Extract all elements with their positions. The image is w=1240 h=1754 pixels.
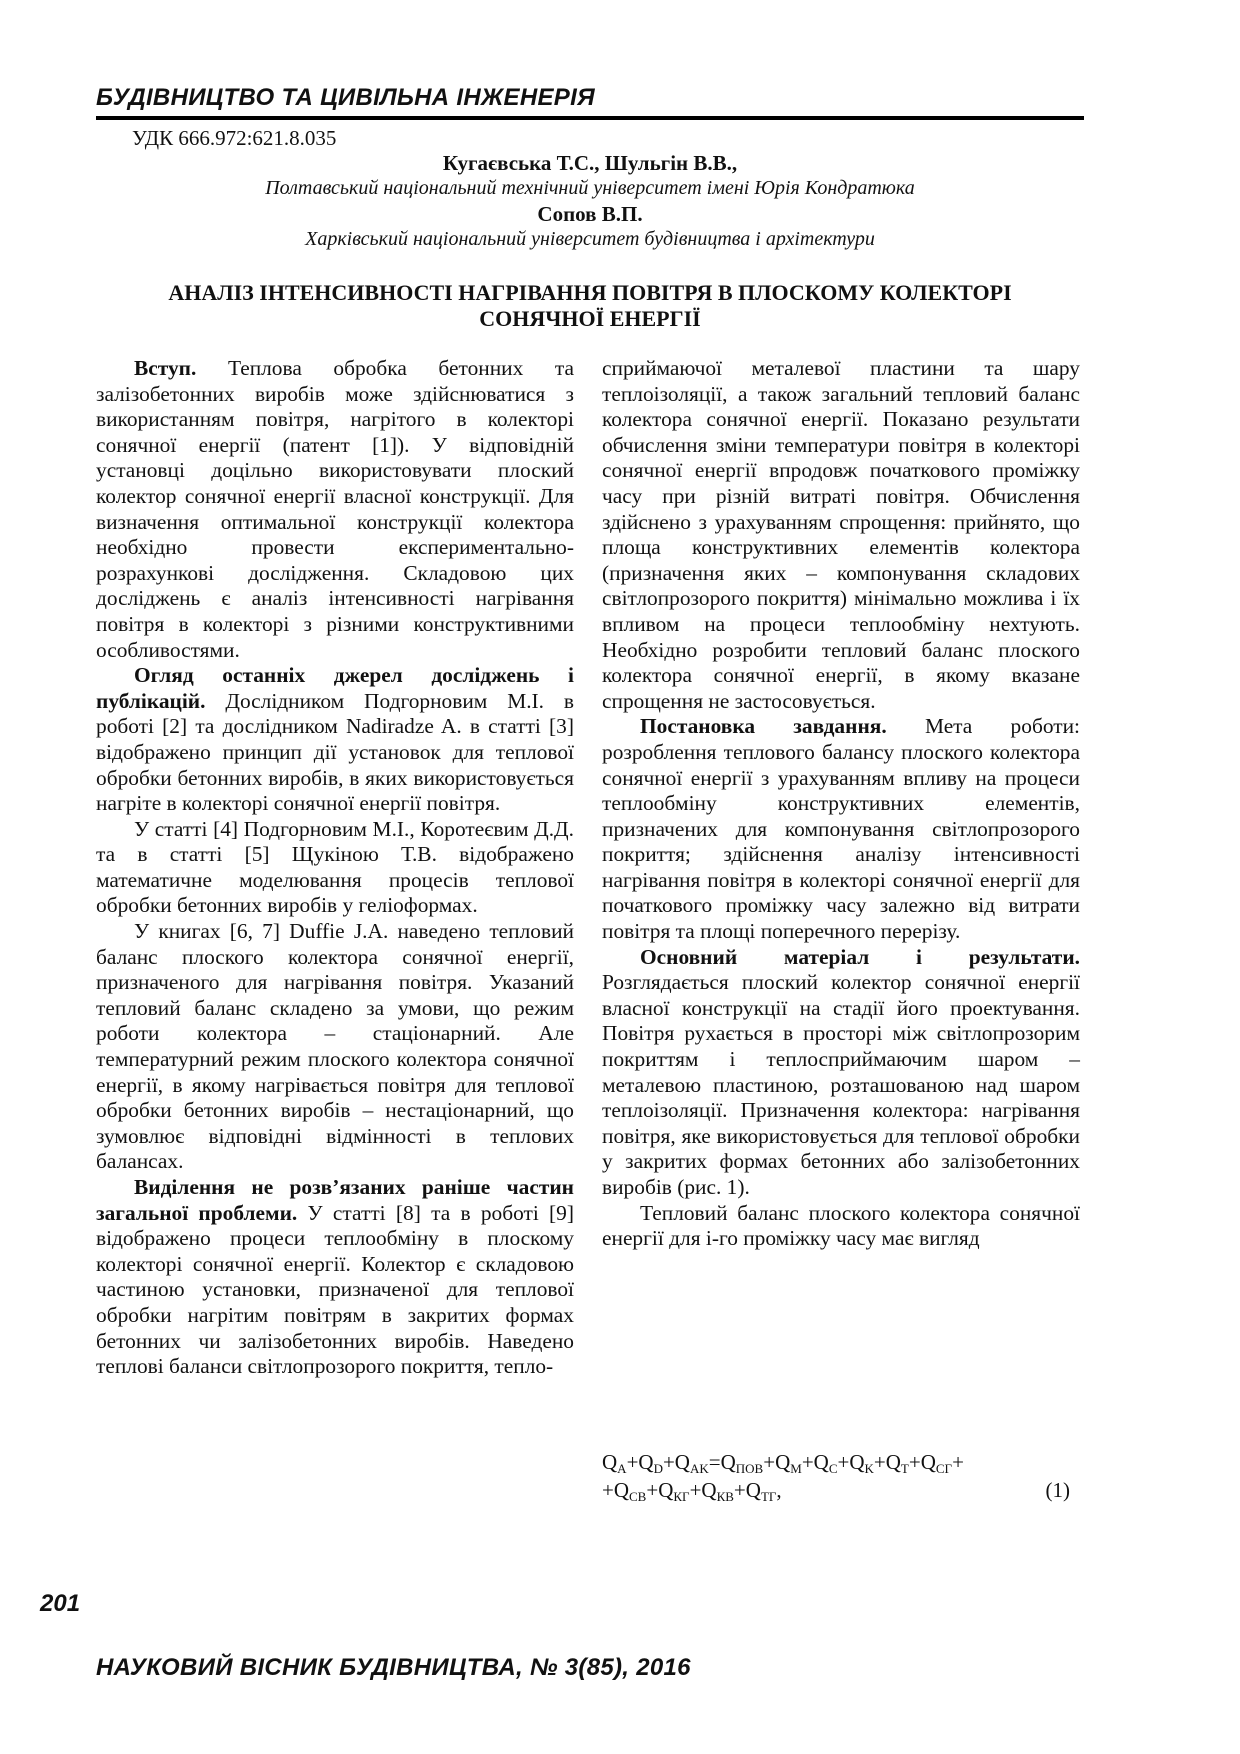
equation-line-2 (602, 1476, 1080, 1504)
main-text: Розглядається плоский колектор сонячної енергії власної конструкції на стадії його проектування. Повітря рухається в просторі між світлопрозорим покриттям і теплосприймаючим шаром – металевою пластиною, розташованою над шаром теплоізоляції. Призначення колектора: нагрівання повітря, яке використовується для теплової обробки у закритих формах бетонних або залізобетонних виробів (рис. 1). (602, 970, 1080, 1199)
task-paragraph (602, 714, 1080, 944)
equation-subscript: КВ (716, 1489, 734, 1504)
equation-subscript: M (790, 1461, 802, 1476)
equation-subscript: ТГ (760, 1489, 777, 1504)
continued-paragraph: сприймаючої металевої пластини та шару теплоізоляції, а також загальний тепловий баланс колектора сонячної енергії. Показано результати обчислення зміни температури повітря в колекторі сонячної енергії впродовж початкового проміжку часу при різній витраті повітря. Обчислення здійснено з урахуванням спрощення: прийнято, що площа конструктивних елементів колектора (призначення яких – компонування складових світлопрозорого покриття) мінімально можлива і їх впливом на процеси теплообміну нехтують. Необхідно розробити тепловий баланс плоского колектора сонячної енергії, в якому вказане спрощення не застосовується. (602, 356, 1080, 713)
affiliation-2: Харківський національний університет будівництва і архітектури (305, 228, 875, 250)
equation-term: +Q (689, 1478, 717, 1502)
task-heading: Постановка завдання. (640, 714, 887, 739)
left-column (96, 356, 574, 1380)
right-column (602, 356, 1080, 1252)
main-paragraph (602, 945, 1080, 1201)
equation-term: Q (602, 1450, 618, 1474)
authors-block (96, 150, 1084, 252)
equation-subscript: ПОВ (735, 1461, 764, 1476)
paper-title-line-1: АНАЛІЗ ІНТЕНСИВНОСТІ НАГРІВАННЯ ПОВІТРЯ В ПЛОСКОМУ КОЛЕКТОРІ (168, 280, 1012, 305)
equation-subscript: КГ (673, 1489, 690, 1504)
udc-code: УДК 666.972:621.8.035 (132, 126, 337, 150)
intro-heading: Вступ. (134, 356, 197, 380)
header-divider (96, 116, 1084, 120)
equation-operator: , (776, 1478, 782, 1502)
equation-subscript: T (900, 1461, 909, 1476)
paper-title-line-2: СОНЯЧНОЇ ЕНЕРГІЇ (479, 306, 701, 331)
equation-subscript: K (864, 1461, 874, 1476)
equation-term: =Q (708, 1450, 736, 1474)
section-header: БУДІВНИЦТВО ТА ЦИВІЛЬНА ІНЖЕНЕРІЯ (96, 84, 595, 111)
author-names-2: Сопов В.П. (537, 202, 643, 226)
journal-footer: НАУКОВИЙ ВІСНИК БУДІВНИЦТВА, № 3(85), 2016 (96, 1654, 691, 1681)
paper-title (96, 280, 1084, 332)
equation-term: +Q (733, 1478, 761, 1502)
equation-term: +Q (646, 1478, 674, 1502)
equation-term: +Q (602, 1478, 630, 1502)
equation-term: +Q (626, 1450, 654, 1474)
equation-subscript: A (617, 1461, 627, 1476)
paragraph-4: У книгах [6, 7] Duffie J.A. наведено тепловий баланс плоского колектора сонячної енергії, призначеного для нагрівання повітря. Указаний тепловий баланс складено за умови, що режим роботи колектора – стаціонарний. Але температурний режим плоского колектора сонячної енергії, в якому нагрівається повітря для теплової обробки бетонних виробів – нестаціонарний, що зумовлює відповідні відмінності в теплових балансах. (96, 919, 574, 1174)
unsolved-heading: Виділення не розв’язаних раніше частин загальної проблеми. (96, 1175, 574, 1225)
intro-paragraph (96, 356, 574, 663)
affiliation-1: Полтавський національний технічний університет імені Юрія Кондратюка (265, 177, 915, 199)
equation-subscript: СГ (935, 1461, 953, 1476)
paragraph-3: У статті [4] Подгорновим М.І., Коротеєвим Д.Д. та в статті [5] Щукіною Т.В. відображено математичне моделювання процесів теплової обробки бетонних виробів у геліоформах. (96, 816, 574, 918)
equation-operator: + (952, 1450, 964, 1474)
equation-subscript: AK (689, 1461, 709, 1476)
equation-subscript: C (828, 1461, 838, 1476)
equation-subscript: D (653, 1461, 663, 1476)
author-names-1: Кугаєвська Т.С., Шульгін В.В., (442, 151, 738, 175)
equation-subscript: СВ (629, 1489, 647, 1504)
unsolved-paragraph (96, 1175, 574, 1380)
equation-term: +Q (908, 1450, 936, 1474)
unsolved-text: У статті [8] та в роботі [9] відображено процеси теплообміну в плоскому колекторі сонячної енергії. Колектор є складовою частиною установки, призначеної для теплової обробки нагрітим повітрям в закритих формах бетонних чи залізобетонних виробів. Наведено теплові баланси світлопрозорого покриття, тепло- (96, 1200, 575, 1379)
equation-1 (602, 1448, 1080, 1504)
review-heading: Огляд останніх джерел досліджень і публікацій. (96, 663, 574, 713)
equation-term: +Q (837, 1450, 865, 1474)
review-text: Дослідником Подгорновим М.І. в роботі [2] та дослідником Nadiradze A. в статті [3] відображено принцип дії установок для теплової обробки бетонних виробів, в яких використовується нагріте в колекторі сонячної енергії повітря. (96, 688, 574, 816)
equation-term: +Q (662, 1450, 690, 1474)
equation-term: +Q (763, 1450, 791, 1474)
intro-text: Теплова обробка бетонних та залізобетонних виробів може здійснюватися з використанням повітря, нагрітого в колекторі сонячної енергії (патент [1]). У відповідній установці доцільно використовувати плоский колектор сонячної енергії власної конструкції. Для визначення оптимальної конструкції колектора необхідно провести експериментально-розрахункові дослідження. Складовою цих досліджень є аналіз інтенсивності нагрівання повітря в колекторі з різними конструктивними особливостями. (96, 356, 574, 662)
equation-line-1 (602, 1448, 1080, 1476)
equation-term: +Q (873, 1450, 901, 1474)
equation-term: +Q (801, 1450, 829, 1474)
review-paragraph (96, 663, 574, 817)
equation-number: (1) (1045, 1478, 1070, 1502)
main-heading: Основний матеріал і результати. (640, 944, 1080, 969)
balance-paragraph: Тепловий баланс плоского колектора сонячної енергії для і-го проміжку часу має вигляд (602, 1200, 1080, 1251)
task-text: Мета роботи: розроблення теплового балансу плоского колектора сонячної енергії з урахуванням впливу на процеси теплообміну конструктивних елементів, призначених для компонування світлопрозорого покриття; здійснення аналізу інтенсивності нагрівання повітря в колекторі сонячної енергії для початкового проміжку часу залежно від витрати повітря та площі поперечного перерізу. (602, 714, 1080, 944)
page-number: 201 (40, 1590, 81, 1617)
